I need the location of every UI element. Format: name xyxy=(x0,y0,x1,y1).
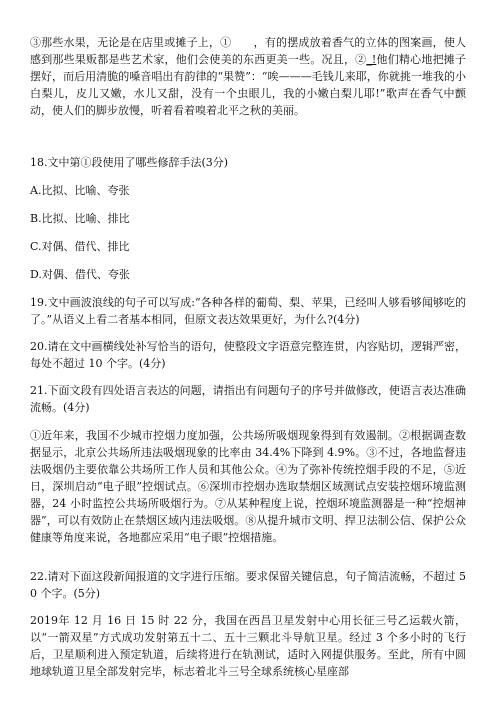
question-18-stem: 18.文中第①段使用了哪些修辞手法(3分) xyxy=(30,156,229,169)
question-18-option-d: D.对偶、借代、夸张 xyxy=(30,268,130,281)
question-18-option-a: A.比拟、比喻、夸张 xyxy=(30,184,130,197)
passage-paragraph-3 xyxy=(30,34,466,119)
question-22-passage: 2019年 12 月 16 日 15 时 22 分，我国在西昌卫星发射中心用长征三号乙运载火箭，以“一箭双星”方式成功发射第五十二、五十三颗北斗导航卫星。经过 3 个多小时的飞行后，卫星顺利进入预定轨道，后续将进行在轨测试，适时入网提供服务。至此，所有中圆地球轨道卫星全部发射完毕，标志着北斗三号全球系统核心星座部 xyxy=(30,614,466,678)
question-18-option-b: B.比拟、比喻、排比 xyxy=(30,212,130,225)
question-19: 19.文中画波浪线的句子可以写成:“各种各样的葡萄、梨、苹果，已经叫人够看够闻够吃的了。”从语义上看二者基本相同，但原文表达效果更好，为什么?(4分) xyxy=(30,296,466,326)
passage-rest: 他们精心地把摊子摆好，而后用清脆的嗓音唱出有韵律的“果赞”：“唉———毛钱儿来耶，你就挑一堆我的小白梨儿，皮儿又嫩，水儿又甜，没有一个虫眼儿，我的小嫩白梨儿耶!”歌声在香气中颤动，使人们的脚步放慢，听着看着嗅着北平之秋的美丽。 xyxy=(30,53,466,117)
question-22-stem: 22.请对下面这段新闻报道的文字进行压缩。要求保留关键信息，句子简洁流畅，不超过 50 个字。(5分) xyxy=(30,570,466,600)
blank-2: _! xyxy=(366,53,377,66)
question-20: 20.请在文中画横线处补写恰当的语句，使整段文字语意完整连贯，内容贴切，逻辑严密，每处不超过 10 个字。(4分) xyxy=(30,340,466,370)
passage-intro: ③那些水果，无论是在店里或摊子上，① ，有的摆成放着香气的立体的图案画，使人感到那些果贩都是些艺术家，他们会使美的东西更美一些。况且，② xyxy=(30,36,466,66)
question-18-option-c: C.对偶、借代、排比 xyxy=(30,240,130,253)
question-21-passage: ①近年来，我国不少城市控烟力度加强，公共场所吸烟现象得到有效遏制。②根据调查数据显示，北京公共场所违法吸烟现象的比率由 34.4%下降到 4.9%。③不过，各地监督违法吸烟仍主要依靠公共场所工作人员和其他公众。④为了弥补传统控烟手段的不足，⑤近日，深圳启动“电子眼”控烟试点。⑥深圳市控烟办选取禁烟区域测试点安装控烟环境监测器，24 小时监控公共场所吸烟行为。⑦从某种程度上说，控烟环境监测器是一种“控烟神器”，可以有效防止在禁烟区域内违法吸烟。⑧从提升城市文明、捍卫法制公信、保护公众健康等角度来说，各地都应采用“电子眼”控烟措施。 xyxy=(30,429,466,544)
question-21-stem: 21.下面文段有四处语言表达的问题，请指出有问题句子的序号并做修改，使语言表达准确流畅。(4分) xyxy=(30,384,466,414)
